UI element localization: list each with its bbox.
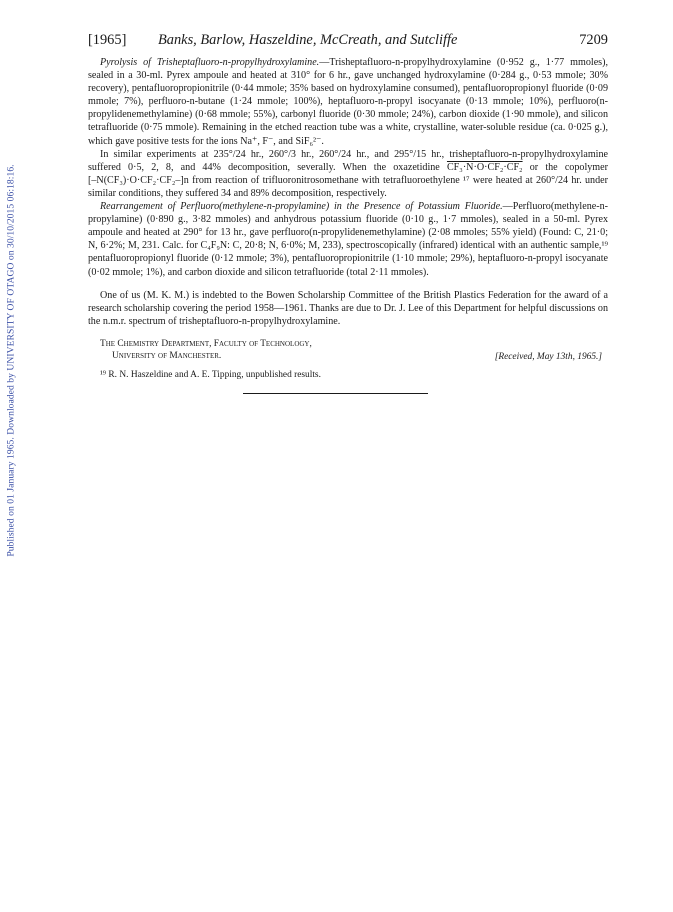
- running-head: [88, 30, 608, 50]
- copolymer-formula: [–N(CF₃)·O·CF₂·CF₂–]n: [88, 174, 189, 186]
- department-line: The Chemistry Department, Faculty of Technology,: [100, 338, 312, 349]
- footnote-19: ¹⁹ R. N. Haszeldine and A. E. Tipping, unpublished results.: [100, 369, 321, 380]
- pyrolysis-heading: Pyrolysis of Trisheptafluoro-n-propylhydroxylamine.: [100, 57, 320, 68]
- rearrangement-text: —Perfluoro(methylene-n-propylamine) (0·890 g., 3·82 mmoles) and anhydrous potassium fluoride (0·10 g., 1·7 mmoles), sealed in a 50-ml. Pyrex ampoule and heated at 290° for 13 hr., gave perfluoro(n-propylidenemethylamine) (2·08 mmoles; 55% yield) (Found: C, 21·0; N, 6·2%; M, 231. Calc. for C₄F₉N: C, 20·8; N, 6·0%; M, 233), spectroscopically (infrared) identical with an authentic sample,¹⁹ pentafluoropropionyl fluoride (0·12 mmole; 3%), pentafluoropropionitrile (1·10 mmole; 29%), heptafluoro-n-propyl isocyanate (0·02 mmole; 1%), and carbon dioxide and silicon tetrafluoride (total 2·11 mmoles).: [88, 201, 608, 278]
- acknowledgement-paragraph: One of us (M. K. M.) is indebted to the Bowen Scholarship Committee of the British Plastics Federation for the award of a research scholarship covering the period 1958—1961. Thanks are due to Dr. J. Lee of this Department for helpful discussions on the n.m.r. spectrum of trisheptafluoro-n-propylhydroxylamine.: [88, 289, 608, 327]
- rearrangement-paragraph: [88, 200, 608, 279]
- similar-text-after: from reaction of trifluoronitrosomethane with tetrafluoroethylene ¹⁷ were heated at 260°/24 hr. under similar conditions, they suffered 34 and 89% decomposition, respectively.: [88, 174, 608, 199]
- received-date: [Received, May 13th, 1965.]: [494, 351, 602, 362]
- rearrangement-heading: Rearrangement of Perfluoro(methylene-n-propylamine) in the Presence of Potassium Fluoride.: [100, 201, 503, 213]
- article-body: [88, 56, 608, 328]
- pyrolysis-text: —Trisheptafluoro-n-propylhydroxylamine (0·952 g., 1·77 mmoles), sealed in a 30-ml. Pyrex ampoule and heated at 310° for 6 hr., gave unchanged hydroxylamine (0·284 g., 0·53 mmole; 30% recovery), pentafluoropropionitrile (0·44 mmole; 35% based on hydroxylamine consumed), pentafluoropropionyl fluoride (0·09 mmole; 7%), perfluoro-n-butane (1·24 mmole; 100%), heptafluoro-n-propyl isocyanate (0·13 mmole; 10%), perfluoro(n-propylidenemethylamine) (0·68 mmole; 55%), carbonyl fluoride (0·30 mmole; 24%), carbon dioxide (1·90 mmole), and silicon tetrafluoride (0·75 mmole). Remaining in the etched reaction tube was a white, crystalline, water-soluble residue (ca. 0·025 g.), which gave positive tests for the ions Na⁺, F⁻, and SiF₆²⁻.: [88, 57, 608, 147]
- journal-year: [1965]: [88, 32, 127, 48]
- download-notice-text: Published on 01 January 1965. Downloaded by UNIVERSITY OF OTAGO on 30/10/2015 06:18:16.: [5, 163, 17, 557]
- similar-text-before: In similar experiments at 235°/24 hr., 260°/3 hr., 260°/24 hr., and 295°/15 hr., trisheptafluoro-n-propylhydroxylamine suffered 0·5, 2, 8, and 44% decomposition, severally. When the oxazetidine: [88, 148, 608, 173]
- similar-experiments-paragraph: [88, 148, 608, 200]
- page-number: 7209: [579, 32, 608, 48]
- university-line: University of Manchester.: [112, 350, 222, 361]
- affiliation-block: [88, 338, 608, 362]
- article-page: [88, 30, 608, 394]
- running-authors: Banks, Barlow, Haszeldine, McCreath, and Sutcliffe: [158, 32, 458, 48]
- similar-text-middle: or the copolymer: [529, 161, 608, 173]
- download-notice: [2, 120, 20, 600]
- oxazetidine-formula: CF₃·N·O·CF₂·CF₂: [446, 161, 523, 173]
- end-rule: [243, 393, 428, 394]
- pyrolysis-paragraph: [88, 56, 608, 148]
